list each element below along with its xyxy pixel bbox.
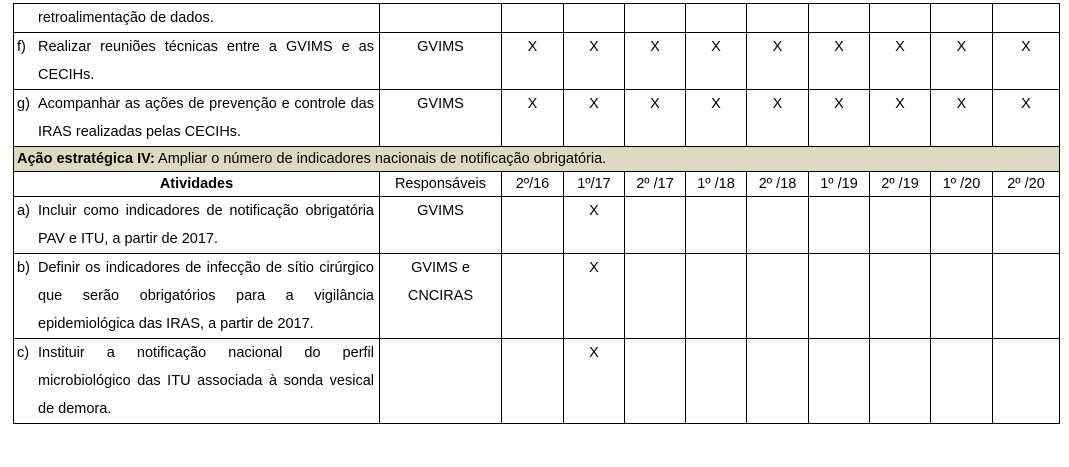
responsible-cell: GVIMS: [380, 197, 502, 254]
schedule-mark: X: [625, 90, 686, 147]
schedule-mark: X: [931, 33, 993, 90]
activity-cell: [14, 254, 380, 339]
top-rows: [14, 4, 1060, 147]
responsible-cell: [380, 339, 502, 424]
schedule-mark: [686, 254, 747, 339]
schedule-mark: X: [564, 90, 625, 147]
activities-table: [13, 3, 1060, 424]
header-period: 1º/17: [564, 172, 625, 197]
activity-text: Incluir como indicadores de notificação obrigatória PAV e ITU, a partir de 2017.: [38, 203, 374, 247]
table-row: [14, 4, 1060, 33]
schedule-mark: [809, 254, 870, 339]
header-responsible: Responsáveis: [380, 172, 502, 197]
responsible-cell: GVIMS: [380, 33, 502, 90]
activity-letter: b): [17, 260, 30, 276]
schedule-mark: X: [564, 33, 625, 90]
schedule-mark: [625, 197, 686, 254]
schedule-mark: [747, 254, 809, 339]
schedule-mark: X: [747, 33, 809, 90]
schedule-mark: X: [870, 33, 931, 90]
schedule-mark: X: [809, 33, 870, 90]
activity-text: Acompanhar as ações de prevenção e controle das IRAS realizadas pelas CECIHs.: [38, 96, 374, 140]
header-activities: Atividades: [14, 172, 380, 197]
schedule-mark: [502, 339, 564, 424]
schedule-mark: [870, 254, 931, 339]
schedule-mark: X: [993, 90, 1060, 147]
schedule-mark: [564, 4, 625, 33]
activity-text: retroalimentação de dados.: [38, 10, 214, 26]
schedule-mark: X: [564, 339, 625, 424]
activity-letter: a): [17, 203, 30, 219]
activity-cell: [14, 197, 380, 254]
header-period: 2º /17: [625, 172, 686, 197]
table-row: [14, 339, 1060, 424]
header-row: [14, 172, 1060, 197]
schedule-mark: [809, 339, 870, 424]
schedule-mark: [870, 339, 931, 424]
schedule-mark: X: [809, 90, 870, 147]
activity-cell: [14, 339, 380, 424]
activity-text: Realizar reuniões técnicas entre a GVIMS e as CECIHs.: [38, 39, 374, 83]
schedule-mark: X: [870, 90, 931, 147]
schedule-mark: X: [564, 197, 625, 254]
schedule-mark: [870, 197, 931, 254]
schedule-mark: [931, 254, 993, 339]
activity-cell: [14, 4, 380, 33]
schedule-mark: [747, 339, 809, 424]
schedule-mark: [809, 4, 870, 33]
schedule-mark: [870, 4, 931, 33]
schedule-mark: [747, 4, 809, 33]
schedule-mark: [993, 4, 1060, 33]
table-row: [14, 33, 1060, 90]
bottom-rows: [14, 197, 1060, 424]
schedule-mark: [625, 339, 686, 424]
schedule-mark: X: [931, 90, 993, 147]
header-period: 2º /20: [993, 172, 1060, 197]
section-row: [14, 147, 1060, 172]
section-label: Ação estratégica IV:: [17, 151, 155, 167]
schedule-mark: X: [564, 254, 625, 339]
header-period: 1º /20: [931, 172, 993, 197]
schedule-mark: [931, 197, 993, 254]
schedule-mark: X: [686, 33, 747, 90]
schedule-mark: X: [686, 90, 747, 147]
schedule-mark: [625, 254, 686, 339]
schedule-mark: X: [747, 90, 809, 147]
schedule-mark: X: [625, 33, 686, 90]
table-row: [14, 197, 1060, 254]
header-period: 2º /18: [747, 172, 809, 197]
section-cell: [14, 147, 1060, 172]
header-period: 2º /19: [870, 172, 931, 197]
schedule-mark: [502, 254, 564, 339]
schedule-mark: X: [502, 33, 564, 90]
activity-text: Instituir a notificação nacional do perfil microbiológico das ITU associada à sonda vesical de demora.: [38, 345, 374, 417]
table-row: [14, 90, 1060, 147]
activity-cell: [14, 90, 380, 147]
activity-text: Definir os indicadores de infecção de sítio cirúrgico que serão obrigatórios para a vigilância epidemiológica das IRAS, a partir de 2017.: [38, 260, 374, 332]
header-period: 1º /19: [809, 172, 870, 197]
schedule-mark: [686, 339, 747, 424]
schedule-mark: X: [502, 90, 564, 147]
responsible-cell: [380, 4, 502, 33]
schedule-mark: [502, 4, 564, 33]
schedule-mark: [931, 4, 993, 33]
schedule-mark: [625, 4, 686, 33]
activity-letter: g): [17, 96, 30, 112]
table-row: [14, 254, 1060, 339]
schedule-mark: [747, 197, 809, 254]
schedule-mark: [686, 197, 747, 254]
header-period: 2º/16: [502, 172, 564, 197]
activity-cell: [14, 33, 380, 90]
schedule-mark: [931, 339, 993, 424]
schedule-mark: [993, 339, 1060, 424]
schedule-mark: [809, 197, 870, 254]
activity-letter: f): [17, 39, 26, 55]
schedule-mark: [993, 254, 1060, 339]
responsible-cell: GVIMS e CNCIRAS: [380, 254, 502, 339]
schedule-mark: [686, 4, 747, 33]
schedule-mark: [993, 197, 1060, 254]
schedule-mark: X: [993, 33, 1060, 90]
activity-letter: c): [17, 345, 30, 361]
responsible-cell: GVIMS: [380, 90, 502, 147]
section-text: Ampliar o número de indicadores nacionais de notificação obrigatória.: [154, 151, 607, 167]
schedule-mark: [502, 197, 564, 254]
header-period: 1º /18: [686, 172, 747, 197]
